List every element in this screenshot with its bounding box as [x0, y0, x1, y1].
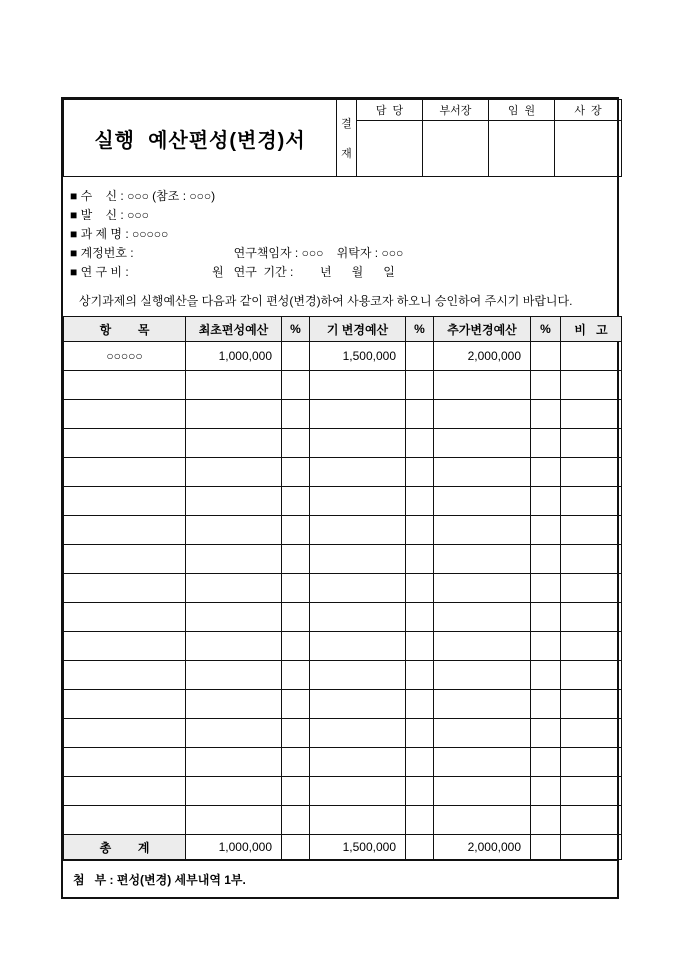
table-cell [310, 603, 406, 632]
table-cell [434, 719, 531, 748]
table-cell [282, 661, 310, 690]
table-cell [186, 777, 282, 806]
table-row [64, 400, 622, 429]
table-cell [64, 806, 186, 835]
table-cell [282, 545, 310, 574]
table-cell [310, 400, 406, 429]
table-cell [64, 487, 186, 516]
table-row [64, 545, 622, 574]
table-cell [434, 516, 531, 545]
table-cell [531, 632, 561, 661]
table-cell [64, 429, 186, 458]
table-cell [64, 516, 186, 545]
table-cell [282, 835, 310, 860]
table-cell [561, 458, 622, 487]
table-cell [406, 806, 434, 835]
table-cell [310, 429, 406, 458]
statement-text: 상기과제의 실행예산을 다음과 같이 편성(변경)하여 사용코자 하오니 승인하여 주시기 바랍니다. [79, 294, 573, 308]
form-title: 실행 예산편성(변경)서 [64, 100, 337, 177]
table-cell [186, 429, 282, 458]
table-cell [531, 342, 561, 371]
table-cell [406, 574, 434, 603]
table-cell: 1,000,000 [186, 342, 282, 371]
table-row [64, 690, 622, 719]
table-cell [282, 371, 310, 400]
table-row [64, 806, 622, 835]
approval-column-header: 사 장 [555, 100, 622, 121]
table-cell [561, 748, 622, 777]
table-cell [531, 603, 561, 632]
table-cell [531, 516, 561, 545]
table-cell [282, 487, 310, 516]
table-cell [406, 603, 434, 632]
table-cell [561, 632, 622, 661]
column-header: % [406, 317, 434, 342]
table-row [64, 342, 622, 371]
table-cell [561, 806, 622, 835]
approval-header-table [63, 99, 622, 177]
table-cell [64, 458, 186, 487]
table-cell [282, 400, 310, 429]
approval-signature-cell [357, 121, 423, 177]
table-row [64, 429, 622, 458]
table-cell [186, 719, 282, 748]
table-cell [561, 574, 622, 603]
approval-label-top: 결 [341, 118, 352, 131]
table-cell [561, 545, 622, 574]
table-cell [186, 400, 282, 429]
table-cell [282, 342, 310, 371]
table-cell [531, 458, 561, 487]
table-cell [186, 574, 282, 603]
column-header: % [282, 317, 310, 342]
table-row [64, 603, 622, 632]
table-cell [406, 487, 434, 516]
table-cell: 1,500,000 [310, 835, 406, 860]
table-cell [406, 371, 434, 400]
table-row [64, 748, 622, 777]
table-cell: 1,500,000 [310, 342, 406, 371]
table-row [64, 487, 622, 516]
table-cell [186, 516, 282, 545]
table-cell: ○○○○○ [64, 342, 186, 371]
table-cell [310, 632, 406, 661]
table-cell [434, 777, 531, 806]
table-cell [64, 690, 186, 719]
table-cell [186, 545, 282, 574]
table-cell [186, 603, 282, 632]
table-cell [434, 429, 531, 458]
table-cell [186, 487, 282, 516]
table-cell [531, 429, 561, 458]
approval-label-bottom: 재 [341, 147, 352, 160]
table-cell [531, 835, 561, 860]
table-cell [406, 429, 434, 458]
table-cell [434, 661, 531, 690]
approval-signature-cell [555, 121, 622, 177]
table-cell [531, 661, 561, 690]
table-cell [310, 458, 406, 487]
table-cell [310, 574, 406, 603]
table-cell [561, 777, 622, 806]
table-cell [282, 516, 310, 545]
table-cell [561, 661, 622, 690]
table-cell [434, 487, 531, 516]
table-cell [310, 748, 406, 777]
table-cell [406, 835, 434, 860]
table-cell [406, 516, 434, 545]
table-cell [186, 806, 282, 835]
table-cell [531, 371, 561, 400]
table-cell [531, 806, 561, 835]
table-row [64, 574, 622, 603]
table-row [64, 516, 622, 545]
table-cell [434, 632, 531, 661]
table-cell [531, 545, 561, 574]
table-cell [406, 632, 434, 661]
table-cell [310, 719, 406, 748]
table-cell [310, 777, 406, 806]
table-cell [531, 690, 561, 719]
info-line-research-fund: ■ 연 구 비 : 원 연구 기간 : 년 월 일 [70, 265, 395, 279]
table-cell [561, 719, 622, 748]
column-header: 최초편성예산 [186, 317, 282, 342]
approval-signature-cell [423, 121, 489, 177]
table-cell [434, 545, 531, 574]
table-cell [434, 603, 531, 632]
table-row [64, 371, 622, 400]
budget-table-head-row [64, 317, 622, 342]
approval-column-header: 임 원 [489, 100, 555, 121]
table-cell [282, 429, 310, 458]
table-row [64, 632, 622, 661]
table-cell [561, 429, 622, 458]
table-cell [561, 342, 622, 371]
table-cell [561, 487, 622, 516]
table-cell [310, 545, 406, 574]
table-cell [406, 748, 434, 777]
budget-table-body [64, 342, 622, 860]
table-cell [186, 632, 282, 661]
approval-column-header: 담 당 [357, 100, 423, 121]
table-cell [434, 806, 531, 835]
table-cell [282, 458, 310, 487]
table-cell [406, 342, 434, 371]
table-cell [282, 748, 310, 777]
table-cell [186, 458, 282, 487]
table-cell [282, 719, 310, 748]
attachment-note: 첨 부 : 편성(변경) 세부내역 1부. [63, 860, 617, 897]
table-cell [64, 603, 186, 632]
table-cell [186, 371, 282, 400]
info-line-recipient: ■ 수 신 : ○○○ (참조 : ○○○) [70, 189, 216, 203]
form-document [61, 97, 619, 899]
table-cell [406, 661, 434, 690]
column-header: 기 변경예산 [310, 317, 406, 342]
approval-label [337, 100, 357, 177]
table-row [64, 777, 622, 806]
table-cell [64, 719, 186, 748]
budget-table [63, 316, 622, 860]
table-cell [282, 690, 310, 719]
table-cell [64, 748, 186, 777]
table-cell [561, 603, 622, 632]
table-cell [531, 400, 561, 429]
table-cell [561, 690, 622, 719]
table-cell [434, 458, 531, 487]
info-line-account-number: ■ 계정번호 : 연구책임자 : ○○○ 위탁자 : ○○○ [70, 246, 404, 260]
info-section [63, 177, 617, 284]
table-cell: 2,000,000 [434, 835, 531, 860]
table-cell [186, 690, 282, 719]
table-cell [64, 371, 186, 400]
approval-column-header: 부서장 [423, 100, 489, 121]
table-cell [406, 458, 434, 487]
table-cell [310, 487, 406, 516]
table-cell [531, 748, 561, 777]
table-cell [282, 603, 310, 632]
table-cell [282, 574, 310, 603]
table-cell [561, 371, 622, 400]
table-cell [64, 574, 186, 603]
table-cell [310, 371, 406, 400]
table-row [64, 458, 622, 487]
table-cell [434, 574, 531, 603]
approval-title-row [64, 100, 622, 121]
table-cell [64, 632, 186, 661]
table-cell [282, 777, 310, 806]
table-cell: 1,000,000 [186, 835, 282, 860]
column-header: 항 목 [64, 317, 186, 342]
table-cell [434, 748, 531, 777]
table-cell [406, 400, 434, 429]
table-cell [561, 516, 622, 545]
table-cell [64, 400, 186, 429]
info-line-project-name: ■ 과 제 명 : ○○○○○ [70, 227, 169, 241]
table-cell [186, 748, 282, 777]
table-cell: 2,000,000 [434, 342, 531, 371]
info-line-sender: ■ 발 신 : ○○○ [70, 208, 149, 222]
column-header: 추가변경예산 [434, 317, 531, 342]
column-header: % [531, 317, 561, 342]
table-cell [406, 545, 434, 574]
table-cell [64, 545, 186, 574]
table-cell [310, 690, 406, 719]
table-cell [434, 400, 531, 429]
table-cell [282, 806, 310, 835]
table-cell [406, 777, 434, 806]
table-cell [531, 574, 561, 603]
table-cell [64, 777, 186, 806]
table-cell [186, 661, 282, 690]
table-cell [310, 806, 406, 835]
table-cell [561, 835, 622, 860]
table-cell [531, 487, 561, 516]
column-header: 비 고 [561, 317, 622, 342]
table-cell [434, 690, 531, 719]
table-row [64, 661, 622, 690]
table-row [64, 835, 622, 860]
table-cell [531, 719, 561, 748]
table-row [64, 719, 622, 748]
table-cell [531, 777, 561, 806]
table-cell [406, 690, 434, 719]
table-cell: 총 계 [64, 835, 186, 860]
approval-signature-cell [489, 121, 555, 177]
table-cell [406, 719, 434, 748]
table-cell [310, 516, 406, 545]
table-cell [561, 400, 622, 429]
table-cell [64, 661, 186, 690]
table-cell [434, 371, 531, 400]
table-cell [310, 661, 406, 690]
table-cell [282, 632, 310, 661]
